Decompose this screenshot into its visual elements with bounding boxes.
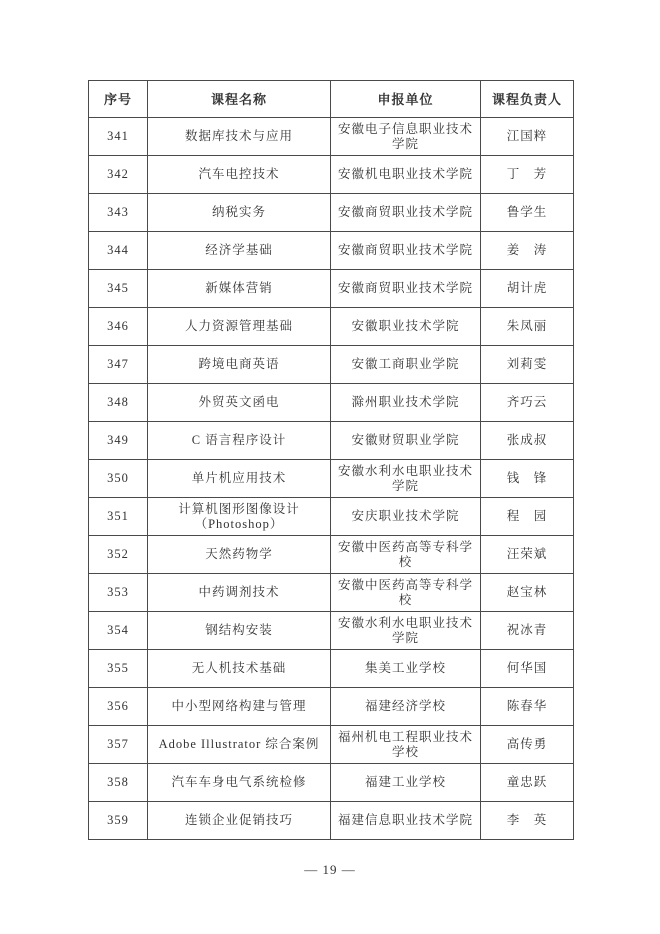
cell-serial: 341 — [89, 118, 148, 156]
column-header-course: 课程名称 — [148, 81, 331, 118]
cell-leader: 何华国 — [481, 650, 574, 688]
cell-leader: 朱凤丽 — [481, 308, 574, 346]
table-row — [89, 612, 574, 650]
table-row — [89, 308, 574, 346]
table-row — [89, 460, 574, 498]
cell-serial: 353 — [89, 574, 148, 612]
cell-leader: 江国粹 — [481, 118, 574, 156]
cell-leader: 刘莉雯 — [481, 346, 574, 384]
cell-course: 单片机应用技术 — [148, 460, 331, 498]
page-number: — 19 — — [304, 862, 356, 877]
cell-course: 无人机技术基础 — [148, 650, 331, 688]
cell-unit: 安徽机电职业技术学院 — [331, 156, 481, 194]
cell-serial: 348 — [89, 384, 148, 422]
cell-course: 连锁企业促销技巧 — [148, 802, 331, 840]
cell-course: 汽车车身电气系统检修 — [148, 764, 331, 802]
cell-serial: 347 — [89, 346, 148, 384]
cell-course: 经济学基础 — [148, 232, 331, 270]
cell-leader: 钱 锋 — [481, 460, 574, 498]
cell-unit: 福建信息职业技术学院 — [331, 802, 481, 840]
cell-serial: 359 — [89, 802, 148, 840]
cell-course: 人力资源管理基础 — [148, 308, 331, 346]
table-row — [89, 536, 574, 574]
cell-leader: 胡计虎 — [481, 270, 574, 308]
cell-leader: 张成叔 — [481, 422, 574, 460]
cell-unit: 安徽水利水电职业技术学院 — [331, 460, 481, 498]
cell-serial: 351 — [89, 498, 148, 536]
table-row — [89, 498, 574, 536]
cell-unit: 安徽商贸职业技术学院 — [331, 232, 481, 270]
cell-serial: 350 — [89, 460, 148, 498]
header-row — [89, 81, 574, 118]
course-table — [88, 80, 574, 840]
cell-course: 钢结构安装 — [148, 612, 331, 650]
cell-leader: 赵宝林 — [481, 574, 574, 612]
table-row — [89, 764, 574, 802]
cell-leader: 陈春华 — [481, 688, 574, 726]
cell-leader: 鲁学生 — [481, 194, 574, 232]
table-row — [89, 156, 574, 194]
cell-serial: 357 — [89, 726, 148, 764]
cell-leader: 齐巧云 — [481, 384, 574, 422]
cell-serial: 355 — [89, 650, 148, 688]
table-row — [89, 726, 574, 764]
table-row — [89, 232, 574, 270]
column-header-unit: 申报单位 — [331, 81, 481, 118]
table-row — [89, 688, 574, 726]
column-header-leader: 课程负责人 — [481, 81, 574, 118]
table-row — [89, 650, 574, 688]
cell-serial: 345 — [89, 270, 148, 308]
cell-serial: 352 — [89, 536, 148, 574]
course-table-container — [88, 80, 574, 840]
cell-unit: 安徽中医药高等专科学校 — [331, 574, 481, 612]
table-row — [89, 384, 574, 422]
table-row — [89, 802, 574, 840]
column-header-serial: 序号 — [89, 81, 148, 118]
cell-unit: 安徽财贸职业学院 — [331, 422, 481, 460]
table-row — [89, 346, 574, 384]
table-row — [89, 194, 574, 232]
cell-unit: 滁州职业技术学院 — [331, 384, 481, 422]
cell-leader: 程 园 — [481, 498, 574, 536]
table-row — [89, 118, 574, 156]
table-row — [89, 422, 574, 460]
cell-unit: 安徽中医药高等专科学校 — [331, 536, 481, 574]
cell-leader: 汪荣斌 — [481, 536, 574, 574]
cell-leader: 丁 芳 — [481, 156, 574, 194]
table-row — [89, 574, 574, 612]
cell-course: 数据库技术与应用 — [148, 118, 331, 156]
cell-course: 外贸英文函电 — [148, 384, 331, 422]
cell-unit: 安徽商贸职业技术学院 — [331, 270, 481, 308]
cell-leader: 李 英 — [481, 802, 574, 840]
cell-serial: 349 — [89, 422, 148, 460]
cell-unit: 安徽商贸职业技术学院 — [331, 194, 481, 232]
cell-course: 跨境电商英语 — [148, 346, 331, 384]
cell-course: 纳税实务 — [148, 194, 331, 232]
table-body — [89, 118, 574, 840]
cell-course: 天然药物学 — [148, 536, 331, 574]
cell-serial: 344 — [89, 232, 148, 270]
cell-course: 汽车电控技术 — [148, 156, 331, 194]
cell-course: 中小型网络构建与管理 — [148, 688, 331, 726]
cell-leader: 童忠跃 — [481, 764, 574, 802]
cell-unit: 福建工业学校 — [331, 764, 481, 802]
cell-leader: 祝冰青 — [481, 612, 574, 650]
cell-serial: 356 — [89, 688, 148, 726]
cell-leader: 姜 涛 — [481, 232, 574, 270]
table-header — [89, 81, 574, 118]
cell-serial: 354 — [89, 612, 148, 650]
cell-serial: 358 — [89, 764, 148, 802]
cell-course: 中药调剂技术 — [148, 574, 331, 612]
cell-leader: 高传勇 — [481, 726, 574, 764]
cell-unit: 安庆职业技术学院 — [331, 498, 481, 536]
cell-serial: 346 — [89, 308, 148, 346]
table-row — [89, 270, 574, 308]
cell-serial: 342 — [89, 156, 148, 194]
cell-course: Adobe Illustrator 综合案例 — [148, 726, 331, 764]
cell-unit: 福州机电工程职业技术学校 — [331, 726, 481, 764]
cell-course: 新媒体营销 — [148, 270, 331, 308]
cell-serial: 343 — [89, 194, 148, 232]
cell-unit: 福建经济学校 — [331, 688, 481, 726]
cell-course: C 语言程序设计 — [148, 422, 331, 460]
cell-unit: 集美工业学校 — [331, 650, 481, 688]
cell-course: 计算机图形图像设计（Photoshop） — [148, 498, 331, 536]
cell-unit: 安徽电子信息职业技术学院 — [331, 118, 481, 156]
cell-unit: 安徽工商职业学院 — [331, 346, 481, 384]
cell-unit: 安徽水利水电职业技术学院 — [331, 612, 481, 650]
cell-unit: 安徽职业技术学院 — [331, 308, 481, 346]
